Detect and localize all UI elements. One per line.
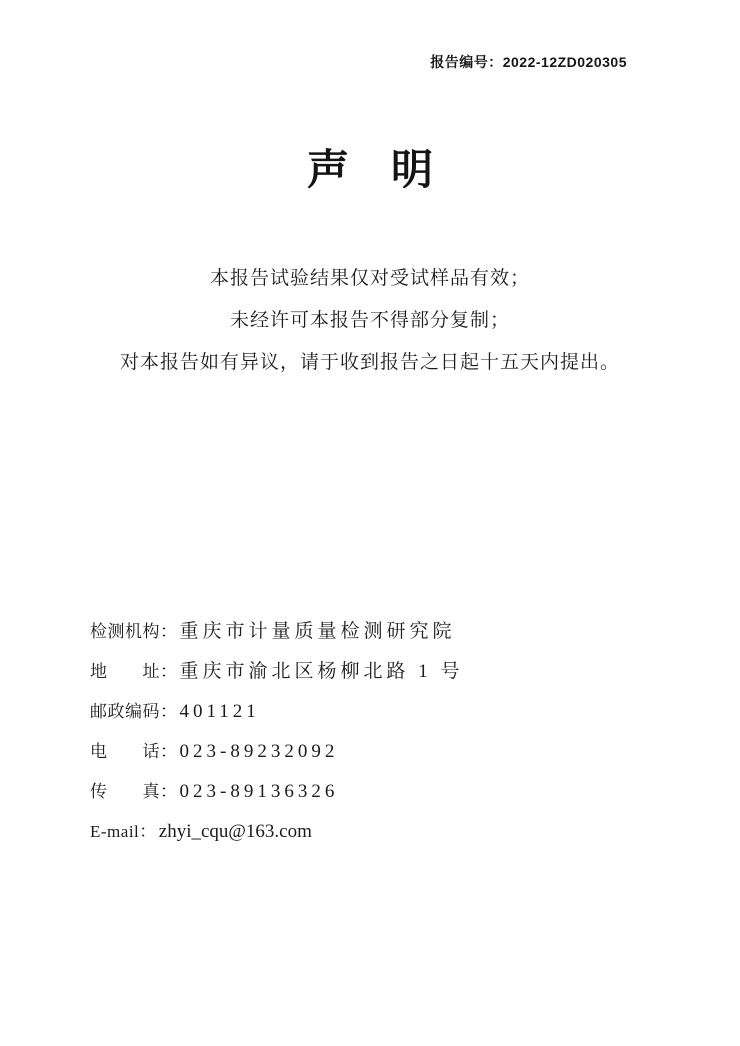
email-label: E-mail： xyxy=(90,822,157,841)
contact-row-email xyxy=(90,812,650,852)
fax-label: 传 真： xyxy=(90,782,178,801)
statement-line-2: 未经许可本报告不得部分复制； xyxy=(229,310,510,331)
phone-label: 电 话： xyxy=(90,742,178,761)
agency-value: 重庆市计量质量检测研究院 xyxy=(179,621,456,642)
contact-block xyxy=(90,612,650,852)
address-label: 地 址： xyxy=(90,662,178,681)
postal-code-value: 401121 xyxy=(179,701,260,722)
contact-row-phone xyxy=(90,732,650,772)
statement-line-1: 本报告试验结果仅对受试样品有效； xyxy=(209,268,530,289)
contact-row-postal-code xyxy=(90,692,650,732)
agency-label: 检测机构： xyxy=(90,622,178,641)
postal-code-label: 邮政编码： xyxy=(90,702,178,721)
report-number: 报告编号：2022-12ZD020305 xyxy=(430,54,627,70)
contact-row-agency xyxy=(90,612,650,652)
page-title: 声 明 xyxy=(306,148,433,194)
contact-row-fax xyxy=(90,772,650,812)
statements-block xyxy=(0,258,740,384)
statement-line-3: 对本报告如有异议，请于收到报告之日起十五天内提出。 xyxy=(119,352,620,373)
fax-value: 023-89136326 xyxy=(179,781,339,802)
address-value: 重庆市渝北区杨柳北路 1 号 xyxy=(179,661,464,682)
contact-row-address xyxy=(90,652,650,692)
phone-value: 023-89232092 xyxy=(179,741,339,762)
email-value: zhyi_cqu@163.com xyxy=(158,821,312,842)
